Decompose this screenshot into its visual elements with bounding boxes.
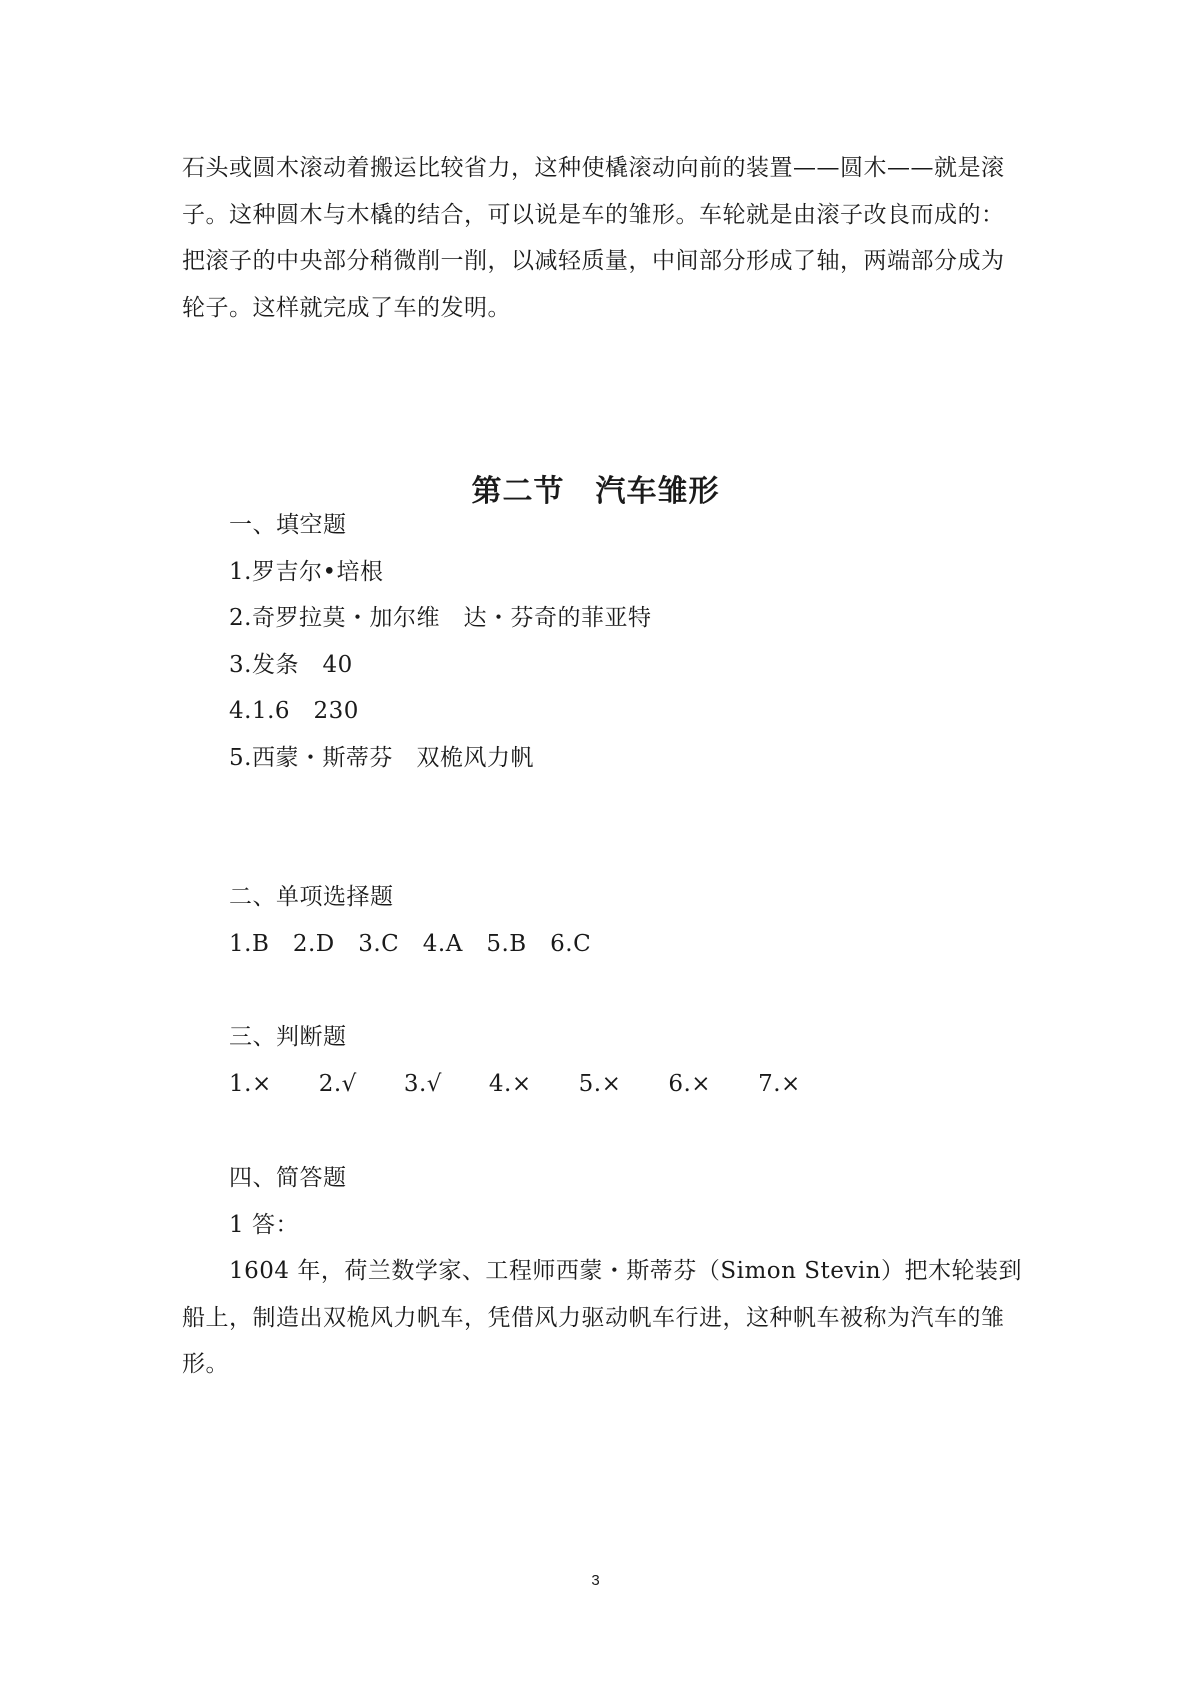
- fill-blank-item: 4.1.6 230: [229, 698, 359, 724]
- single-choice-heading: 二、单项选择题: [229, 884, 394, 910]
- fill-blank-item: 1.罗吉尔•培根: [229, 558, 384, 585]
- true-false-section: [229, 1014, 801, 1107]
- short-answer-line: 1604 年，荷兰数学家、工程师西蒙・斯蒂芬（Simon Stevin）把木轮装到: [182, 1258, 1023, 1284]
- intro-line: 把滚子的中央部分稍微削一削，以减轻质量，中间部分形成了轴，两端部分成为: [182, 248, 1005, 274]
- true-false-answers: 1.× 2.√ 3.√ 4.× 5.× 6.× 7.×: [229, 1070, 801, 1097]
- section-title: 第二节 汽车雏形: [471, 474, 720, 509]
- short-answer-heading: 四、简答题: [229, 1165, 347, 1191]
- single-choice-section: [229, 874, 591, 967]
- intro-paragraph: [182, 145, 1017, 331]
- fill-blank-heading: 一、填空题: [229, 512, 347, 538]
- true-false-heading: 三、判断题: [229, 1024, 347, 1050]
- short-answer-label: 1 答：: [229, 1211, 299, 1238]
- fill-blank-item: 2.奇罗拉莫・加尔维 达・芬奇的菲亚特: [229, 605, 652, 631]
- page-number: 3: [591, 1572, 600, 1589]
- intro-line: 子。这种圆木与木橇的结合，可以说是车的雏形。车轮就是由滚子改良而成的：: [182, 201, 1005, 228]
- fill-blank-item: 3.发条 40: [229, 651, 353, 678]
- single-choice-answers: 1.B 2.D 3.C 4.A 5.B 6.C: [229, 930, 592, 957]
- short-answer-section: [229, 1155, 347, 1248]
- short-answer-line: 船上，制造出双桅风力帆车，凭借风力驱动帆车行进，这种帆车被称为汽车的雏: [182, 1304, 1005, 1331]
- fill-blank-item: 5.西蒙・斯蒂芬 双桅风力帆: [229, 744, 534, 771]
- intro-line: 石头或圆木滚动着搬运比较省力，这种使橇滚动向前的装置——圆木——就是滚: [182, 155, 1005, 181]
- short-answer-line: 形。: [182, 1351, 229, 1377]
- fill-blank-section: [229, 502, 651, 781]
- short-answer-body: [182, 1248, 1023, 1388]
- intro-line: 轮子。这样就完成了车的发明。: [182, 294, 511, 321]
